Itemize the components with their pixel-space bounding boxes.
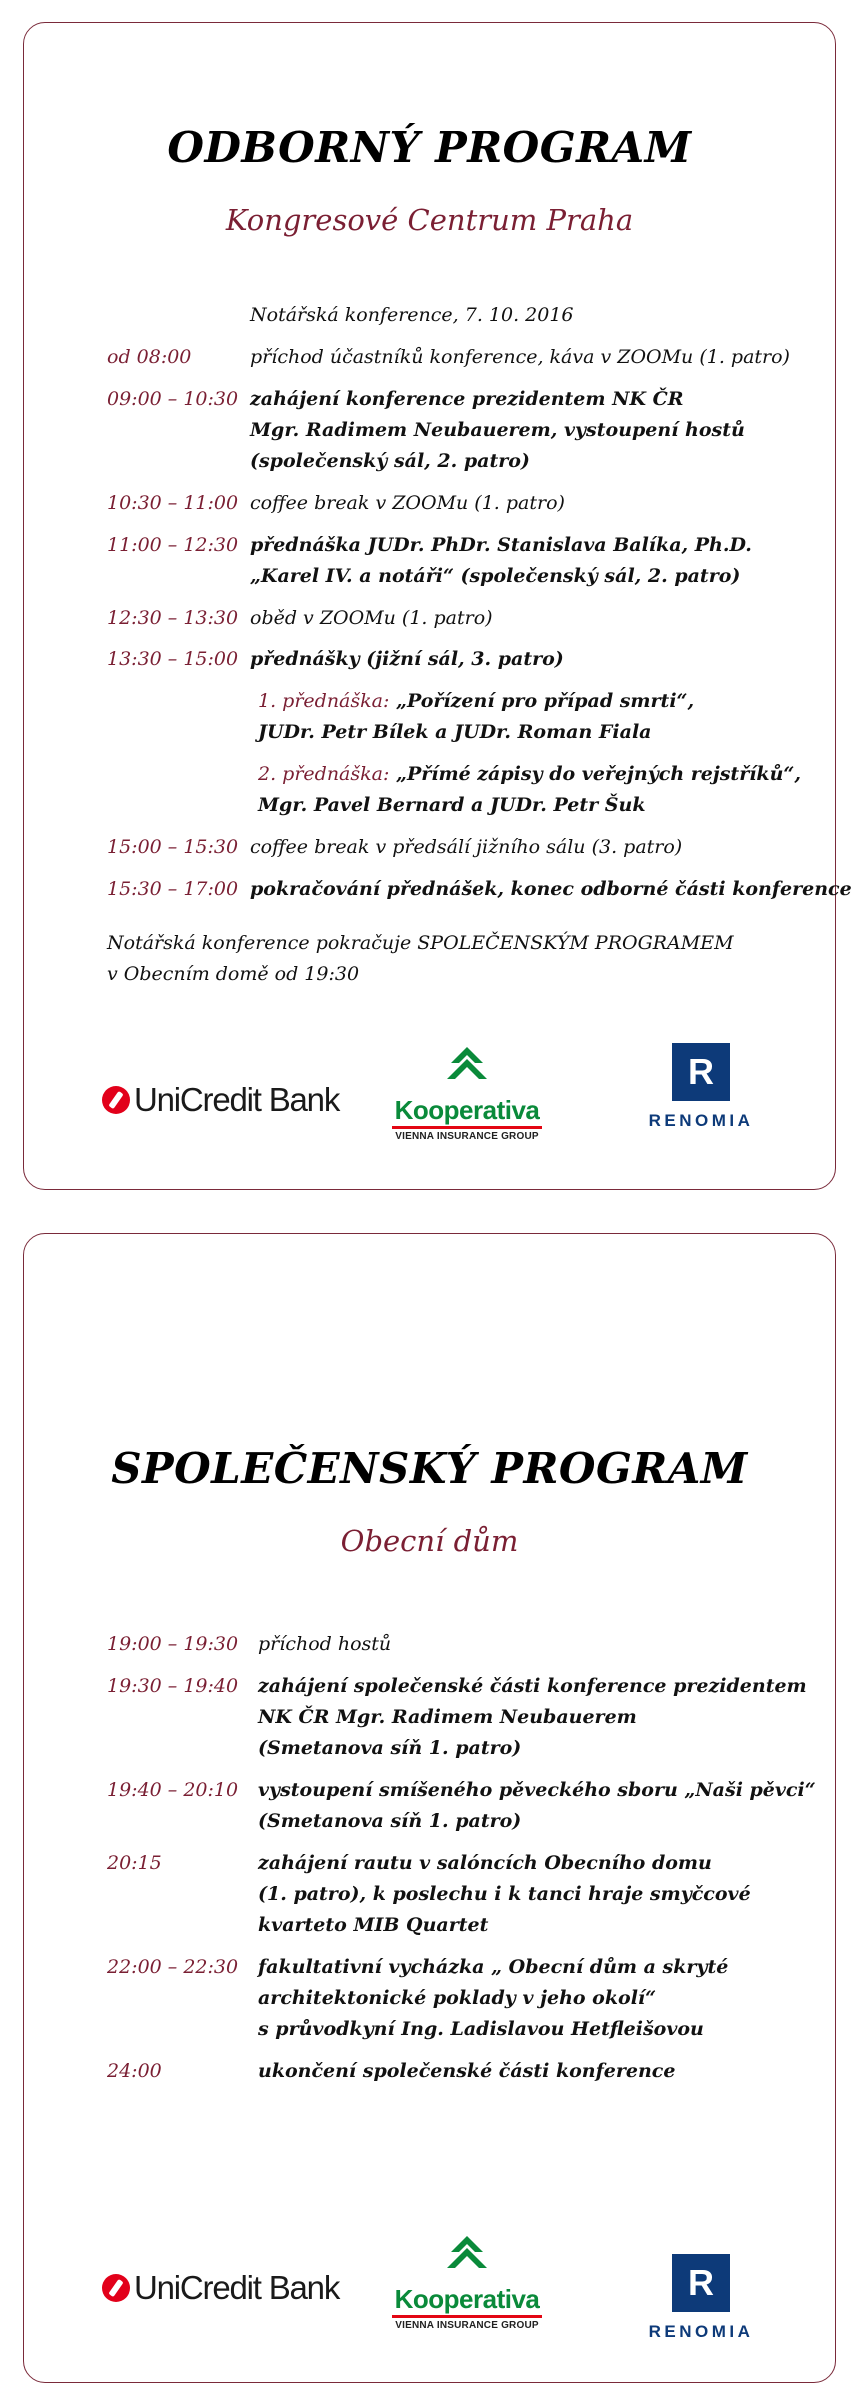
schedule-time: 12:30 – 13:30 bbox=[107, 607, 239, 629]
renomia-icon: R bbox=[672, 1043, 730, 1101]
venue-name: Obecní dům bbox=[340, 1524, 519, 1558]
schedule-item: coffee break v předsálí jižního sálu (3. patro) bbox=[250, 836, 683, 858]
schedule-item: oběd v ZOOMu (1. patro) bbox=[250, 607, 493, 629]
kooperativa-icon bbox=[437, 2234, 497, 2278]
schedule-item: zahájení rautu v salóncích Obecního domu bbox=[258, 1852, 712, 1874]
unicredit-logo: UniCredit Bank bbox=[102, 2269, 339, 2307]
page-title: SPOLEČENSKÝ PROGRAM bbox=[111, 1444, 748, 1493]
schedule-item: (společenský sál, 2. patro) bbox=[250, 450, 530, 472]
kooperativa-logo: Kooperativa VIENNA INSURANCE GROUP bbox=[392, 2234, 542, 2331]
schedule-time: od 08:00 bbox=[107, 346, 192, 368]
kooperativa-logo: Kooperativa VIENNA INSURANCE GROUP bbox=[392, 1045, 542, 1142]
schedule-time: 09:00 – 10:30 bbox=[107, 388, 239, 410]
lecture-title: „Pořízení pro případ smrti“, bbox=[396, 690, 695, 712]
schedule-time: 22:00 – 22:30 bbox=[107, 1956, 239, 1978]
unicredit-icon bbox=[102, 2274, 130, 2302]
schedule-time: 20:15 bbox=[107, 1852, 162, 1874]
lecture-2 bbox=[258, 759, 801, 790]
schedule-item: vystoupení smíšeného pěveckého sboru „Naši pěvci“ bbox=[258, 1779, 816, 1801]
schedule-item: (Smetanova síň 1. patro) bbox=[258, 1810, 522, 1832]
lecture-speakers: Mgr. Pavel Bernard a JUDr. Petr Šuk bbox=[258, 794, 646, 816]
schedule-item: fakultativní vycházka „ Obecní dům a skryté bbox=[258, 1956, 729, 1978]
schedule-time: 10:30 – 11:00 bbox=[107, 492, 239, 514]
page-title: ODBORNÝ PROGRAM bbox=[167, 123, 692, 172]
schedule-time: 15:30 – 17:00 bbox=[107, 878, 239, 900]
schedule-item: coffee break v ZOOMu (1. patro) bbox=[250, 492, 565, 514]
schedule-item: (1. patro), k poslechu i k tanci hraje smyčcové bbox=[258, 1883, 751, 1905]
lecture-label: 2. přednáška: bbox=[258, 763, 390, 785]
schedule-time: 11:00 – 12:30 bbox=[107, 534, 239, 556]
schedule-item: příchod účastníků konference, káva v ZOOMu (1. patro) bbox=[250, 346, 790, 368]
unicredit-logo: UniCredit Bank bbox=[102, 1081, 339, 1119]
schedule-item: příchod hostů bbox=[258, 1633, 392, 1655]
social-program-card bbox=[23, 1233, 836, 2383]
renomia-logo: R RENOMIA bbox=[636, 2254, 766, 2342]
schedule-time: 15:00 – 15:30 bbox=[107, 836, 239, 858]
closing-note: v Obecním domě od 19:30 bbox=[107, 963, 360, 985]
schedule-item: pokračování přednášek, konec odborné části konference bbox=[250, 878, 852, 900]
schedule-item: kvarteto MIB Quartet bbox=[258, 1914, 489, 1936]
schedule-item: „Karel IV. a notáři“ (společenský sál, 2. patro) bbox=[250, 565, 741, 587]
schedule-item: zahájení společenské části konference prezidentem bbox=[258, 1675, 807, 1697]
schedule-time: 13:30 – 15:00 bbox=[107, 648, 239, 670]
lecture-1 bbox=[258, 686, 694, 717]
schedule-time: 19:30 – 19:40 bbox=[107, 1675, 239, 1697]
lecture-speakers: JUDr. Petr Bílek a JUDr. Roman Fiala bbox=[258, 721, 652, 743]
schedule-time: 24:00 bbox=[107, 2060, 162, 2082]
schedule-item: přednášky (jižní sál, 3. patro) bbox=[250, 648, 564, 670]
schedule-item: ukončení společenské části konference bbox=[258, 2060, 676, 2082]
kooperativa-icon bbox=[437, 1045, 497, 1089]
schedule-item: zahájení konference prezidentem NK ČR bbox=[250, 388, 684, 410]
schedule-item: architektonické poklady v jeho okolí“ bbox=[258, 1987, 657, 2009]
conference-subtitle: Notářská konference, 7. 10. 2016 bbox=[250, 304, 574, 326]
schedule-item: NK ČR Mgr. Radimem Neubauerem bbox=[258, 1706, 637, 1728]
renomia-icon: R bbox=[672, 2254, 730, 2312]
schedule-item: s průvodkyní Ing. Ladislavou Hetfleišovou bbox=[258, 2018, 704, 2040]
venue-name: Kongresové Centrum Praha bbox=[225, 203, 634, 237]
schedule-item: přednáška JUDr. PhDr. Stanislava Balíka, Ph.D. bbox=[250, 534, 752, 556]
schedule-item: (Smetanova síň 1. patro) bbox=[258, 1737, 522, 1759]
professional-program-card bbox=[23, 22, 852, 1190]
lecture-title: „Přímé zápisy do veřejných rejstříků“, bbox=[396, 763, 801, 785]
unicredit-icon bbox=[102, 1086, 130, 1114]
schedule-time: 19:00 – 19:30 bbox=[107, 1633, 239, 1655]
lecture-label: 1. přednáška: bbox=[258, 690, 390, 712]
renomia-logo: R RENOMIA bbox=[636, 1043, 766, 1131]
schedule-time: 19:40 – 20:10 bbox=[107, 1779, 239, 1801]
schedule-item: Mgr. Radimem Neubauerem, vystoupení hostů bbox=[250, 419, 745, 441]
closing-note: Notářská konference pokračuje SPOLEČENSKÝM PROGRAMEM bbox=[107, 932, 734, 954]
